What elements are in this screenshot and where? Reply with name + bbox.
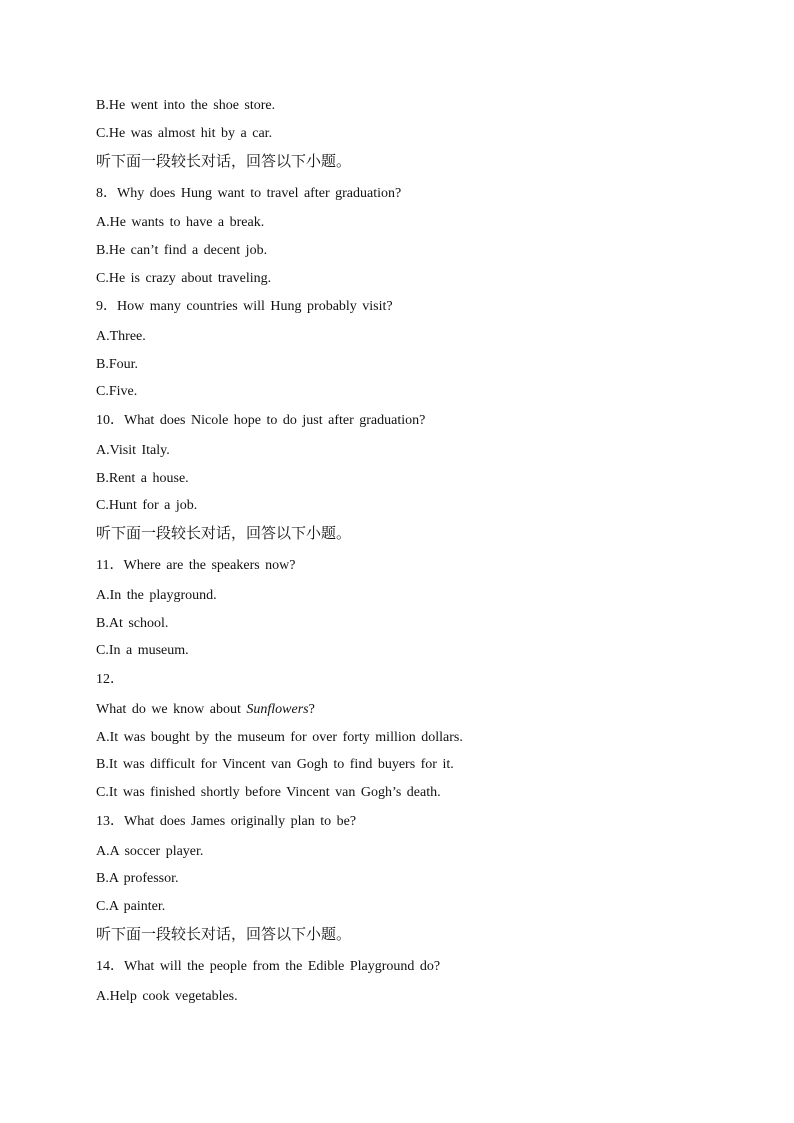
question-13: 13．What does James originally plan to be? xyxy=(96,814,357,829)
option-12c: C.It was finished shortly before Vincent van Gogh’s death. xyxy=(96,785,441,800)
option-8a: A.He wants to have a break. xyxy=(96,215,265,230)
question-12-number: 12． xyxy=(96,672,124,687)
option-9c: C.Five. xyxy=(96,384,138,399)
question-8: 8．Why does Hung want to travel after graduation? xyxy=(96,186,402,201)
option-8c: C.He is crazy about traveling. xyxy=(96,271,272,286)
option-8b: B.He can’t find a decent job. xyxy=(96,243,268,258)
option-7b: B.He went into the shoe store. xyxy=(96,98,276,113)
option-9b: B.Four. xyxy=(96,357,139,372)
option-13c: C.A painter. xyxy=(96,899,166,914)
question-14: 14．What will the people from the Edible Playground do? xyxy=(96,959,441,974)
option-11c: C.In a museum. xyxy=(96,643,189,658)
section-instruction: 听下面一段较长对话，回答以下小题。 xyxy=(96,524,352,542)
option-12a: A.It was bought by the museum for over forty million dollars. xyxy=(96,730,463,745)
section-instruction: 听下面一段较长对话，回答以下小题。 xyxy=(96,925,352,943)
option-13a: A.A soccer player. xyxy=(96,844,204,859)
question-12-text: What do we know about xyxy=(96,702,247,717)
question-12 xyxy=(96,702,315,718)
section-instruction: 听下面一段较长对话，回答以下小题。 xyxy=(96,152,352,170)
option-14a: A.Help cook vegetables. xyxy=(96,989,238,1004)
question-12-mark: ? xyxy=(308,702,315,717)
question-9: 9．How many countries will Hung probably visit? xyxy=(96,299,393,314)
option-10b: B.Rent a house. xyxy=(96,471,189,486)
option-9a: A.Three. xyxy=(96,329,146,344)
option-10a: A.Visit Italy. xyxy=(96,443,170,458)
question-12-title: Sunflowers xyxy=(246,702,309,717)
question-10: 10．What does Nicole hope to do just after graduation? xyxy=(96,413,426,428)
option-11b: B.At school. xyxy=(96,616,169,631)
question-11: 11．Where are the speakers now? xyxy=(96,558,296,573)
option-12b: B.It was difficult for Vincent van Gogh to find buyers for it. xyxy=(96,757,454,772)
option-13b: B.A professor. xyxy=(96,871,179,886)
option-10c: C.Hunt for a job. xyxy=(96,498,198,513)
option-11a: A.In the playground. xyxy=(96,588,217,603)
option-7c: C.He was almost hit by a car. xyxy=(96,126,273,141)
